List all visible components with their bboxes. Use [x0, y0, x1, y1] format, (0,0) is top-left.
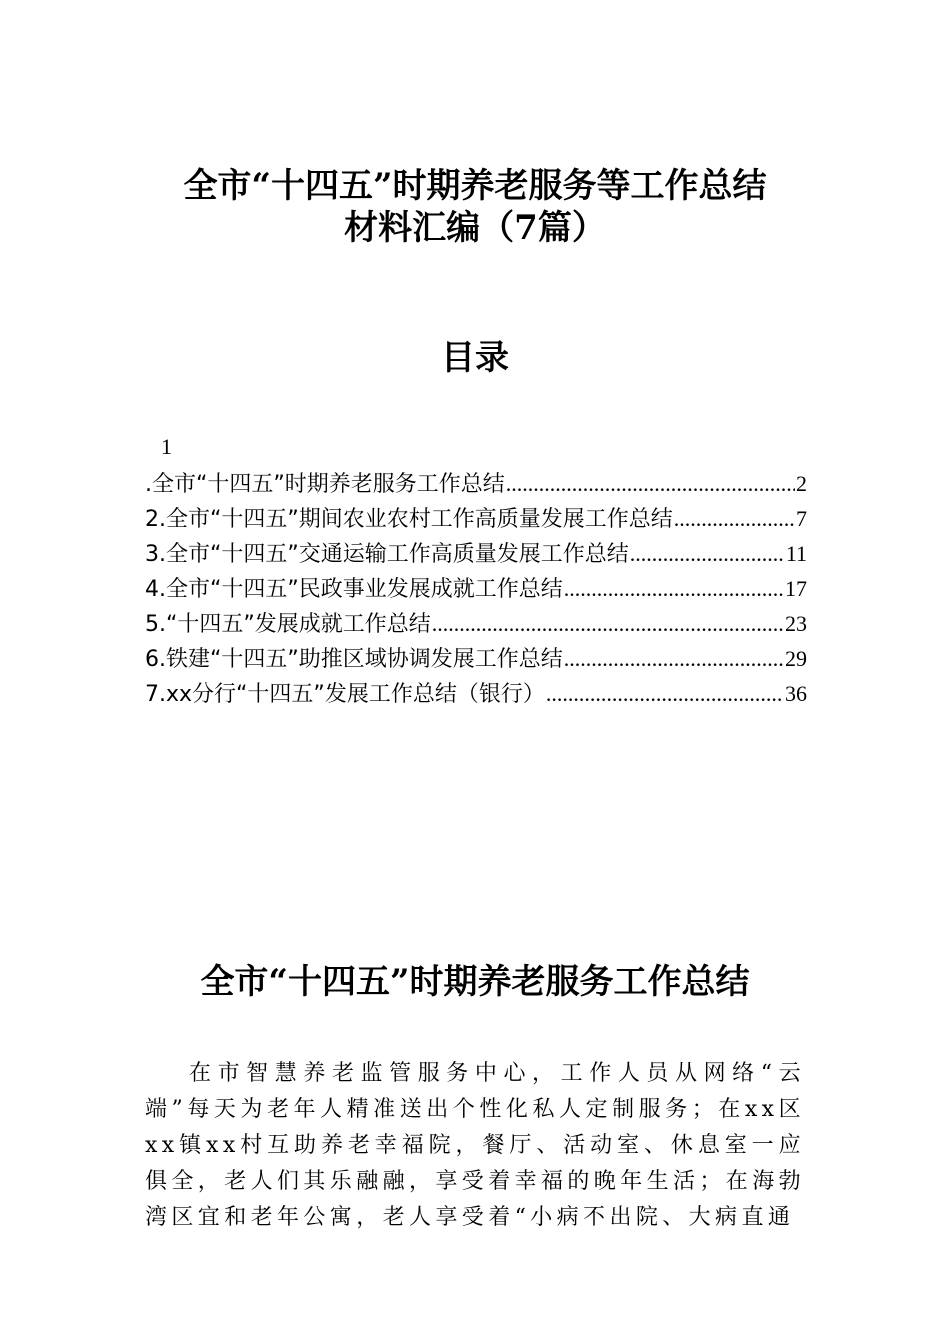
- toc-first-number: 1: [161, 434, 172, 459]
- toc-entry-2[interactable]: [145, 501, 807, 536]
- toc-entry-page: 23: [785, 611, 807, 636]
- body-paragraph: 在市智慧养老监管服务中心，工作人员从网络“云端”每天为老年人精准送出个性化私人定制服务；在xx区xx镇xx村互助养老幸福院，餐厅、活动室、休息室一应俱全，老人们其乐融融，享受着幸福的晚年生活；在海勃湾区宜和老年公寓，老人享受着“小病不出院、大病直通: [145, 1061, 806, 1230]
- table-of-contents: [145, 466, 807, 711]
- toc-entry-page: 29: [785, 646, 807, 671]
- toc-entry-page: 7: [796, 506, 807, 531]
- toc-entry-title: 3.全市“十四五”交通运输工作高质量发展工作总结: [145, 542, 629, 567]
- toc-entry-3[interactable]: [145, 536, 807, 571]
- toc-entry-title: .全市“十四五”时期养老服务工作总结: [145, 472, 505, 497]
- toc-leader-dots: [546, 676, 784, 711]
- toc-entry-title: 4.全市“十四五”民政事业发展成就工作总结: [145, 577, 563, 602]
- toc-leader-dots: [674, 501, 795, 536]
- toc-entry-page: 2: [796, 471, 807, 496]
- toc-entry-title: 7.xx分行“十四五”发展工作总结（银行）: [145, 682, 545, 707]
- toc-entry-page: 17: [785, 576, 807, 601]
- document-title-line-1: 全市“十四五”时期养老服务等工作总结: [183, 166, 767, 206]
- toc-leader-dots: [432, 606, 784, 641]
- toc-leader-dots: [506, 466, 795, 501]
- toc-leader-dots: [564, 571, 784, 606]
- section-title: 全市“十四五”时期养老服务工作总结: [200, 962, 750, 1002]
- toc-entry-6[interactable]: [145, 641, 807, 676]
- toc-leader-dots: [630, 536, 785, 571]
- toc-heading: 目录: [441, 338, 509, 378]
- toc-entry-page: 36: [785, 681, 807, 706]
- toc-leader-dots: [564, 641, 784, 676]
- document-title-line-2: 材料汇编（7篇）: [344, 208, 606, 248]
- toc-entry-title: 6.铁建“十四五”助推区域协调发展工作总结: [145, 647, 563, 672]
- toc-entry-1[interactable]: [145, 466, 807, 501]
- toc-entry-page: 11: [785, 541, 807, 566]
- toc-entry-title: 5.“十四五”发展成就工作总结: [145, 612, 431, 637]
- toc-entry-4[interactable]: [145, 571, 807, 606]
- toc-entry-7[interactable]: [145, 676, 807, 711]
- toc-entry-title: 2.全市“十四五”期间农业农村工作高质量发展工作总结: [145, 507, 673, 532]
- toc-entry-5[interactable]: [145, 606, 807, 641]
